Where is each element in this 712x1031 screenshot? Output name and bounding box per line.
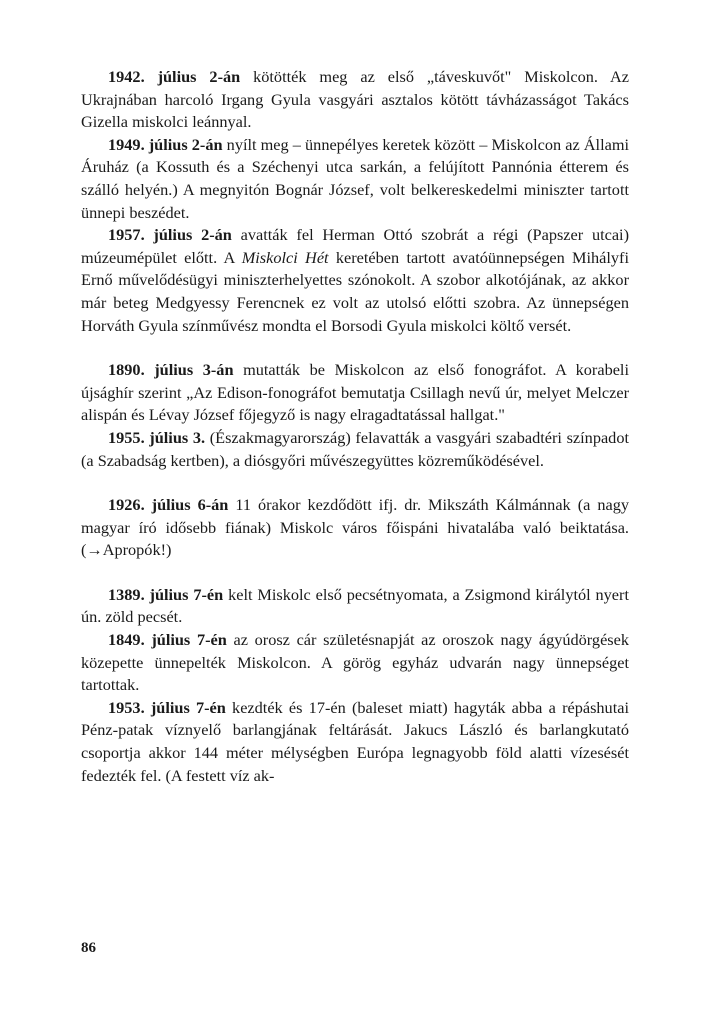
page-text — [81, 66, 629, 787]
entry-year: 1957. — [108, 225, 145, 245]
page-number: 86 — [81, 940, 96, 956]
entry-year: 1926. — [108, 495, 145, 515]
entry-text: mutatták be Miskolcon az első fonográfot. A korabeli újsághír szerint „Az Edison-fonográfot bemutatja Csillagh nevű úr, melyet Melczer alispán és Lévay József főjegyző is nagy elragadtatással hallgat." — [81, 360, 629, 425]
entry-year: 1955. — [108, 427, 145, 447]
group-spacer — [81, 472, 629, 494]
entry-date: július 7-én — [149, 584, 224, 604]
entry-date: július 7-én — [151, 630, 227, 650]
entry-year: 1849. — [108, 630, 145, 650]
entry-year: 1942. — [108, 67, 145, 86]
entry-1890 — [81, 359, 629, 427]
entry-year: 1389. — [108, 584, 145, 604]
entry-1849 — [81, 629, 629, 697]
entry-date: július 2-án — [157, 67, 241, 86]
entry-date: július 7-én — [150, 697, 226, 717]
entry-1949 — [81, 134, 629, 224]
entry-year: 1890. — [108, 360, 145, 380]
entry-1389 — [81, 584, 629, 629]
entry-year: 1949. — [108, 134, 145, 154]
entry-1955 — [81, 427, 629, 472]
entry-1953 — [81, 697, 629, 787]
entry-date: július 2-án — [153, 225, 232, 245]
entry-1926 — [81, 494, 629, 562]
entry-text: kötötték meg az első „táveskuvőt" Miskolcon. Az Ukrajnában harcoló Irgang Gyula vasgyári asztalos kötött távházasságot Takács Gizella miskolci leánnyal. — [81, 67, 629, 132]
entry-1942 — [81, 66, 629, 134]
entry-date: július 3. — [149, 427, 206, 447]
entry-text: az orosz cár születésnapját az oroszok nagy ágyúdörgések közepette ünnepelték Miskolcon. A görög egyház udvarán nagy ünnepséget tartottak. — [81, 630, 629, 695]
entry-text: 11 órakor kezdődött ifj. dr. Mikszáth Kálmánnak (a nagy magyar író idősebb fiának) Miskolc város főispáni hivatalába való beiktatása. (→Apropók!) — [81, 495, 629, 560]
group-spacer — [81, 562, 629, 584]
entry-date: július 6-án — [151, 495, 229, 515]
entry-text: kelt Miskolc első pecsétnyomata, a Zsigmond királytól nyert ún. zöld pecsét. — [81, 584, 629, 627]
entry-italic-title: Miskolci Hét — [241, 247, 329, 267]
entry-text: keretében tartott avatóünnepségen Mihályfi Ernő művelődésügyi miniszterhelyettes szónokolt. A szobor alkotójának, az akkor már beteg Medgyessy Ferencnek ez volt az utolsó előtti szobra. Az ünnepségen Horváth Gyula színművész mondta el Borsodi Gyula miskolci költő versét. — [81, 247, 630, 335]
group-spacer — [81, 337, 629, 359]
entry-year: 1953. — [108, 697, 145, 717]
entry-date: július 3-án — [154, 360, 234, 380]
entry-text: (Északmagyarország) felavatták a vasgyári szabadtéri színpadot (a Szabadság kertben), a diósgyőri művészegyüttes közreműködésével. — [81, 427, 629, 470]
entry-text: nyílt meg – ünnepélyes keretek között – Miskolcon az Állami Áruház (a Kossuth és a Széchenyi utca sarkán, a felújított Pannónia étterem és szálló helyén.) A megnyitón Bognár József, volt belkereskedelmi miniszter tartott ünnepi beszédet. — [81, 134, 630, 222]
entry-text: kezdték és 17-én (baleset miatt) hagyták abba a répáshutai Pénz-patak víznyelő barlangjának feltárását. Jakucs László és barlangkutató csoportja akkor 144 méter mélységben Európa legnagyobb föld alatti vízesését fedezték fel. (A festett víz ak- — [81, 697, 629, 785]
entry-text: avatták fel Herman Ottó szobrát a régi (Papszer utcai) múzeumépület előtt. A — [81, 225, 630, 267]
entry-1957 — [81, 224, 629, 337]
entry-date: július 2-án — [148, 134, 223, 154]
